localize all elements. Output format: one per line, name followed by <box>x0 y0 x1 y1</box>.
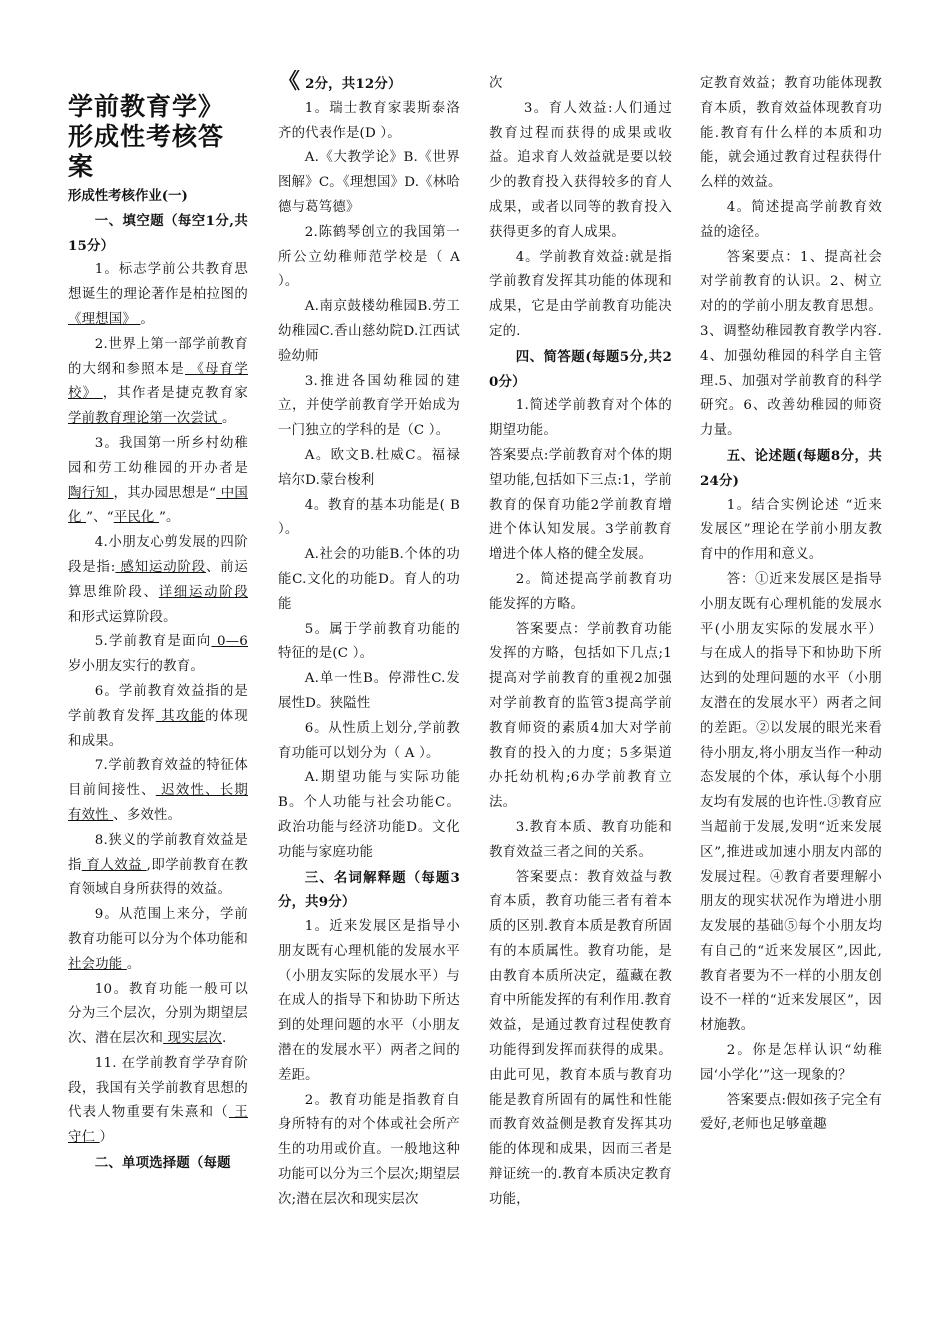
page-title: 学前教育学》形成性考核答案 <box>68 92 225 181</box>
question-4 <box>68 531 248 630</box>
mc-question-3: 3.推进各国幼稚园的建立，并使学前教育学开始成为一门独立的学科的是（C ）。 <box>278 373 460 439</box>
mc-question-4: 4。教育的基本功能是( B ）。 <box>278 497 460 538</box>
answer-blank: 《母育学校》 <box>68 361 248 402</box>
question-text: ,即学前教育在教育领域自身所获得的效益。 <box>68 857 248 898</box>
mc-options-4: A.社会的功能B.个体的功能C.文化的功能D。育人的功能 <box>278 547 460 612</box>
short-answer-question-1: 1.简述学前教育对个体的期望功能。 <box>489 398 672 439</box>
question-text: ，其作者是捷克教育家 <box>102 386 248 402</box>
mc-options-1: A.《大教学论》B.《世界图解》C。《理想国》D.《林哈德与葛笃德》 <box>278 150 460 215</box>
question-text: 3。我国第一所乡村幼稚园和劳工幼稚园的开办者是 <box>68 435 248 476</box>
question-11 <box>68 1052 248 1151</box>
section-heading-continued <box>278 70 460 97</box>
section-heading-short-answer: 四、简答题(每题5分,共20分） <box>489 348 672 390</box>
mc-question-6: 6。从性质上划分,学前教育功能可以划分为（ A ）。 <box>278 720 460 761</box>
page-subtitle: 形成性考核作业(一) <box>68 188 188 204</box>
answer-blank: 中国化 <box>68 485 248 526</box>
essay-question-2: 2。你是怎样认识“幼稚园‘小学化’”这一现象的？ <box>700 1043 882 1083</box>
question-text: 1。标志学前公共教育思想诞生的理论著作是柏拉图的 <box>68 262 248 303</box>
question-text: . <box>221 1031 227 1047</box>
question-10 <box>68 978 248 1052</box>
short-answer-question-2: 2。简述提高学前教育功能发挥的方略。 <box>489 571 672 612</box>
answer-blank: 《理想国》 <box>68 311 141 327</box>
section-heading-essay: 五、论述题(每题8分，共24分) <box>700 447 882 489</box>
definition-4: 4。学前教育效益:就是指学前教育发挥其功能的体现和成果，它是由学前教育功能决定的. <box>489 249 672 339</box>
answer-blank: 学前教育理论第一次尝试 <box>68 411 222 427</box>
answer-blank: 其攻能 <box>155 708 206 724</box>
mc-options-6: A.期望功能与实际功能B。个人功能与社会功能C。政治功能与经济功能D。文化功能与家庭功能 <box>278 770 460 860</box>
question-1 <box>68 258 248 332</box>
mc-options-5: A.单一性B。停滞性C.发展性D。狭隘性 <box>278 671 460 711</box>
essay-answer-2: 答案要点:假如孩子完全有爱好,老师也足够童趣 <box>700 1092 882 1133</box>
question-text: 岁小朋友实行的教育。 <box>68 659 204 675</box>
question-text: 。 <box>140 311 155 327</box>
question-text: ”。 <box>158 510 180 526</box>
definition-2: 2。教育功能是指教育自身所特有的对个体或社会所产生的功用或价直。一般地这种功能可以分为三个层次;期望层次;潜在层次和现实层次 <box>278 1092 460 1207</box>
answer-blank: 感知运动阶段 <box>115 559 206 575</box>
question-text: ，其办园思想是“ <box>113 485 217 501</box>
answer-blank: 迟效性、长期有效性 <box>68 783 248 823</box>
question-text: ”、“ <box>86 510 114 526</box>
answer-blank: 0—6 <box>211 634 248 650</box>
question-text: 2.世界上第一部学前教育的大纲和参照本是 <box>68 336 248 377</box>
question-9 <box>68 903 248 977</box>
question-text: 8.狭义的学前教育效益是指 <box>68 832 248 873</box>
question-text: 。 <box>126 956 141 972</box>
question-text: 、多效性。 <box>113 807 182 823</box>
question-text: 7.学前教育效益的特征体目前间接性、 <box>68 758 248 799</box>
question-text: 、前运算思维阶段、 <box>68 559 248 600</box>
question-text: 。 <box>221 411 236 427</box>
question-8 <box>68 829 248 903</box>
question-text: 和形式运算阶段。 <box>68 609 177 625</box>
question-text: 9。从范围上来分，学前教育功能可以分为个体功能和 <box>68 907 248 947</box>
answer-blank: 王守仁 <box>68 1105 248 1146</box>
answer-blank: 社会功能 <box>68 956 127 972</box>
definition-2-continued: 次 <box>489 76 503 91</box>
column-2 <box>278 70 460 1336</box>
section-heading-definitions: 三、名词解释题（每题3分，共9分） <box>278 869 460 911</box>
question-5 <box>68 630 248 680</box>
short-answer-4: 答案要点：1、提高社会对学前教育的认识。2、树立对的的学前小朋友教育思想。3、调整幼稚园教育教学内容.4、加强幼稚园的科学自主管理.5、加强对学前教育的科学研究。6、改善幼稚园的师资力量。 <box>700 249 882 439</box>
short-answer-question-3: 3.教育本质、教育功能和教育效益三者之间的关系。 <box>489 819 672 860</box>
question-text: 4.小朋友心剪发展的四阶段是指: <box>68 535 248 575</box>
short-answer-question-4: 4。简述提高学前教育效益的途径。 <box>700 199 882 240</box>
short-answer-3: 答案要点：教育效益与教育本质，教育功能三者有着本质的区别.教育本质是教育所固有的本质属性。教育功能，是由教育本质所决定，蕴藏在教育中所能发挥的有利作用.教育效益，是通过教育过程使教育功能得到发挥而获得的成果。由此可见，教育本质与教育功能是教育所固有的属性和性能而教育效益侧是教育发挥其功能的体现和成果，因而三者是辩证统一的.教育本质决定教育功能， <box>489 869 672 1207</box>
definition-1: 1。近来发展区是指导小朋友既有心理机能的发展水平（小朋友实际的发展水平）与在成人的指导下和协助下所达到的处理问题的水平（小朋友潜在的发展水平）两者之间的差距。 <box>278 919 460 1083</box>
short-answer-2: 答案要点：学前教育功能发挥的方略，包括如下几点;1提高对学前教育的重视2加强对学前教育的监管3提高学前教育师资的素质4加大对学前教育的投入的力度；5多渠道办托幼机构;6办学前教育立法。 <box>489 621 672 811</box>
question-2 <box>68 333 248 432</box>
mc-question-2: 2.陈鹤琴创立的我国第一所公立幼稚师范学校是（ A ）。 <box>278 224 460 290</box>
section-heading-multiple-choice: 二、单项选择题（每题 <box>94 1155 231 1172</box>
question-text: 的体现和成果。 <box>68 708 248 749</box>
question-text: 6。学前教育效益指的是学前教育发挥 <box>68 683 248 724</box>
question-text: 10。教育功能一般可以分为三个层次，分别为期望层次、潜在层次和 <box>68 981 248 1047</box>
section-heading-fill-blank: 一、填空题（每空1分,共15分） <box>68 212 248 254</box>
short-answer-1: 答案要点:学前教育对个体的期望功能,包括如下三点:1，学前教育的保育功能2学前教育增进个体认知发展。3学前教育增进个体人格的健全发展。 <box>489 447 672 563</box>
mc-options-2: A.南京鼓楼幼稚园B.劳工幼稚园C.香山慈幼院D.江西试验幼师 <box>278 299 460 364</box>
question-7 <box>68 754 248 828</box>
essay-answer-1: 答：①近来发展区是指导小朋友既有心理机能的发展水平(小朋友实际的发展水平）与在成人的指导下和协助下所达到的处理问题的水平（小朋友潜在的发展水平）两者之间的差距。②以发展的眼光来看待小朋友,将小朋友当作一种动态发展的个体，承认每个小朋友均有发展的也许性.③教育应当超前于发展,发明“近来发展区”,推进或加速小朋友内部的发展过程。④教育者要理解小朋友的现实状况作为增进小朋友发展的基础⑤每个小朋友均有自己的“近来发展区”,因此,教育者要为不一样的小朋友创设不一样的“近来发展区”，因材施教。 <box>700 571 882 1034</box>
mc-question-5: 5。属于学前教育功能的特征的是(C ）。 <box>278 621 460 662</box>
essay-question-1: 1。结合实例论述 “近来发展区”理论在学前小朋友教育中的作用和意义。 <box>700 497 882 563</box>
question-3 <box>68 432 248 531</box>
mc-question-1: 1。瑞士教育家裴斯泰洛齐的代表作是(D ）。 <box>278 100 460 141</box>
column-1 <box>68 66 248 1336</box>
question-text: 11. 在学前教育学孕育阶段，我国有关学前教育思想的代表人物重要有朱熹和（ <box>68 1055 248 1121</box>
mc-options-3: A。欧文B.杜威C。福禄培尔D.蒙台梭利 <box>278 447 460 488</box>
question-text: ） <box>99 1130 114 1146</box>
definition-3: 3。育人效益:人们通过教育过程而获得的成果或收益。追求育人效益就是要以较少的教育投入获得较多的育人成果，或者以同等的教育投入获得更多的育人成果。 <box>489 100 672 240</box>
column-4 <box>700 72 882 1336</box>
heading-text: 2分，共12分） <box>300 76 402 92</box>
question-text: 5.学前教育是面向 <box>94 634 212 650</box>
answer-blank: 平民化 <box>113 510 159 526</box>
column-3 <box>489 72 672 1336</box>
short-answer-3-continued: 定教育效益；教育功能体现教育本质，教育效益体现教育功能.教育有什么样的本质和功能，就会通过教育过程获得什么样的效益。 <box>700 76 882 191</box>
answer-blank: 详细运动阶段 <box>158 584 248 600</box>
question-6 <box>68 680 248 754</box>
answer-blank: 陶行知 <box>68 485 114 501</box>
answer-blank: 育人效益 <box>81 857 147 873</box>
answer-blank: 现实层次 <box>163 1031 222 1047</box>
heading-bracket: 《 <box>278 70 301 94</box>
